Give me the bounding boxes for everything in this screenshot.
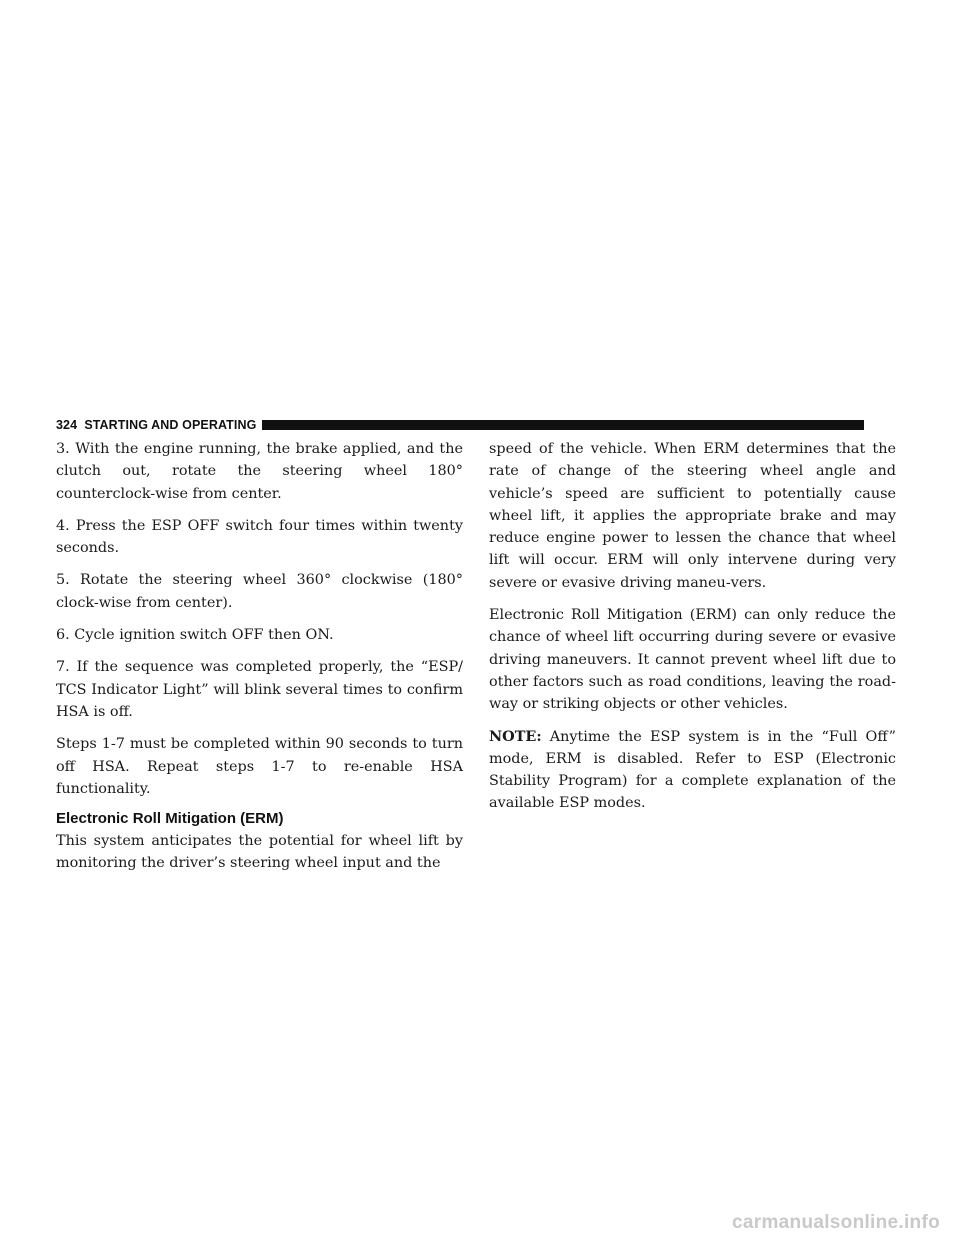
step-5: 5. Rotate the steering wheel 360° clockwise (180° clock-wise from center). <box>56 572 463 611</box>
erm-heading: Electronic Roll Mitigation (ERM) <box>56 810 284 828</box>
page-header <box>56 416 864 434</box>
step-3: 3. With the engine running, the brake applied, and the clutch out, rotate the steering wheel 180° counterclock-wise from center. <box>56 441 463 502</box>
header-rule <box>262 420 864 430</box>
step-6: 6. Cycle ignition switch OFF then ON. <box>56 627 334 644</box>
section-title: STARTING AND OPERATING <box>84 418 257 432</box>
page-number: 324 <box>56 418 78 432</box>
header-label <box>56 418 256 432</box>
note-label: NOTE: <box>489 727 542 745</box>
step-4: 4. Press the ESP OFF switch four times within twenty seconds. <box>56 517 463 557</box>
watermark-text: carmanualsonline.info <box>732 1212 940 1233</box>
erm-continued: speed of the vehicle. When ERM determines that the rate of change of the steering wheel angle and vehicle’s speed are sufficient to potentially cause wheel lift, it applies the appropriate brake and may reduce engine power to lessen the chance that wheel lift will occur. ERM will only intervene during very severe or evasive driving maneu-vers. <box>489 441 896 591</box>
step-7: 7. If the sequence was completed properly, the “ESP/ TCS Indicator Light” will blink several times to confirm HSA is off. <box>56 659 463 720</box>
note-text: Anytime the ESP system is in the “Full Off” mode, ERM is disabled. Refer to ESP (Electronic Stability Program) for a complete explanation of the available ESP modes. <box>489 728 896 812</box>
erm-intro: This system anticipates the potential for wheel lift by monitoring the driver’s steering wheel input and the <box>56 833 463 872</box>
erm-limits: Electronic Roll Mitigation (ERM) can only reduce the chance of wheel lift occurring during severe or evasive driving maneuvers. It cannot prevent wheel lift due to other factors such as road conditions, leaving the road-way or striking objects or other vehicles. <box>489 607 896 713</box>
steps-summary: Steps 1-7 must be completed within 90 seconds to turn off HSA. Repeat steps 1-7 to re-enable HSA functionality. <box>56 736 463 797</box>
note-paragraph <box>489 726 896 815</box>
left-column <box>56 438 463 885</box>
right-column <box>489 438 896 825</box>
